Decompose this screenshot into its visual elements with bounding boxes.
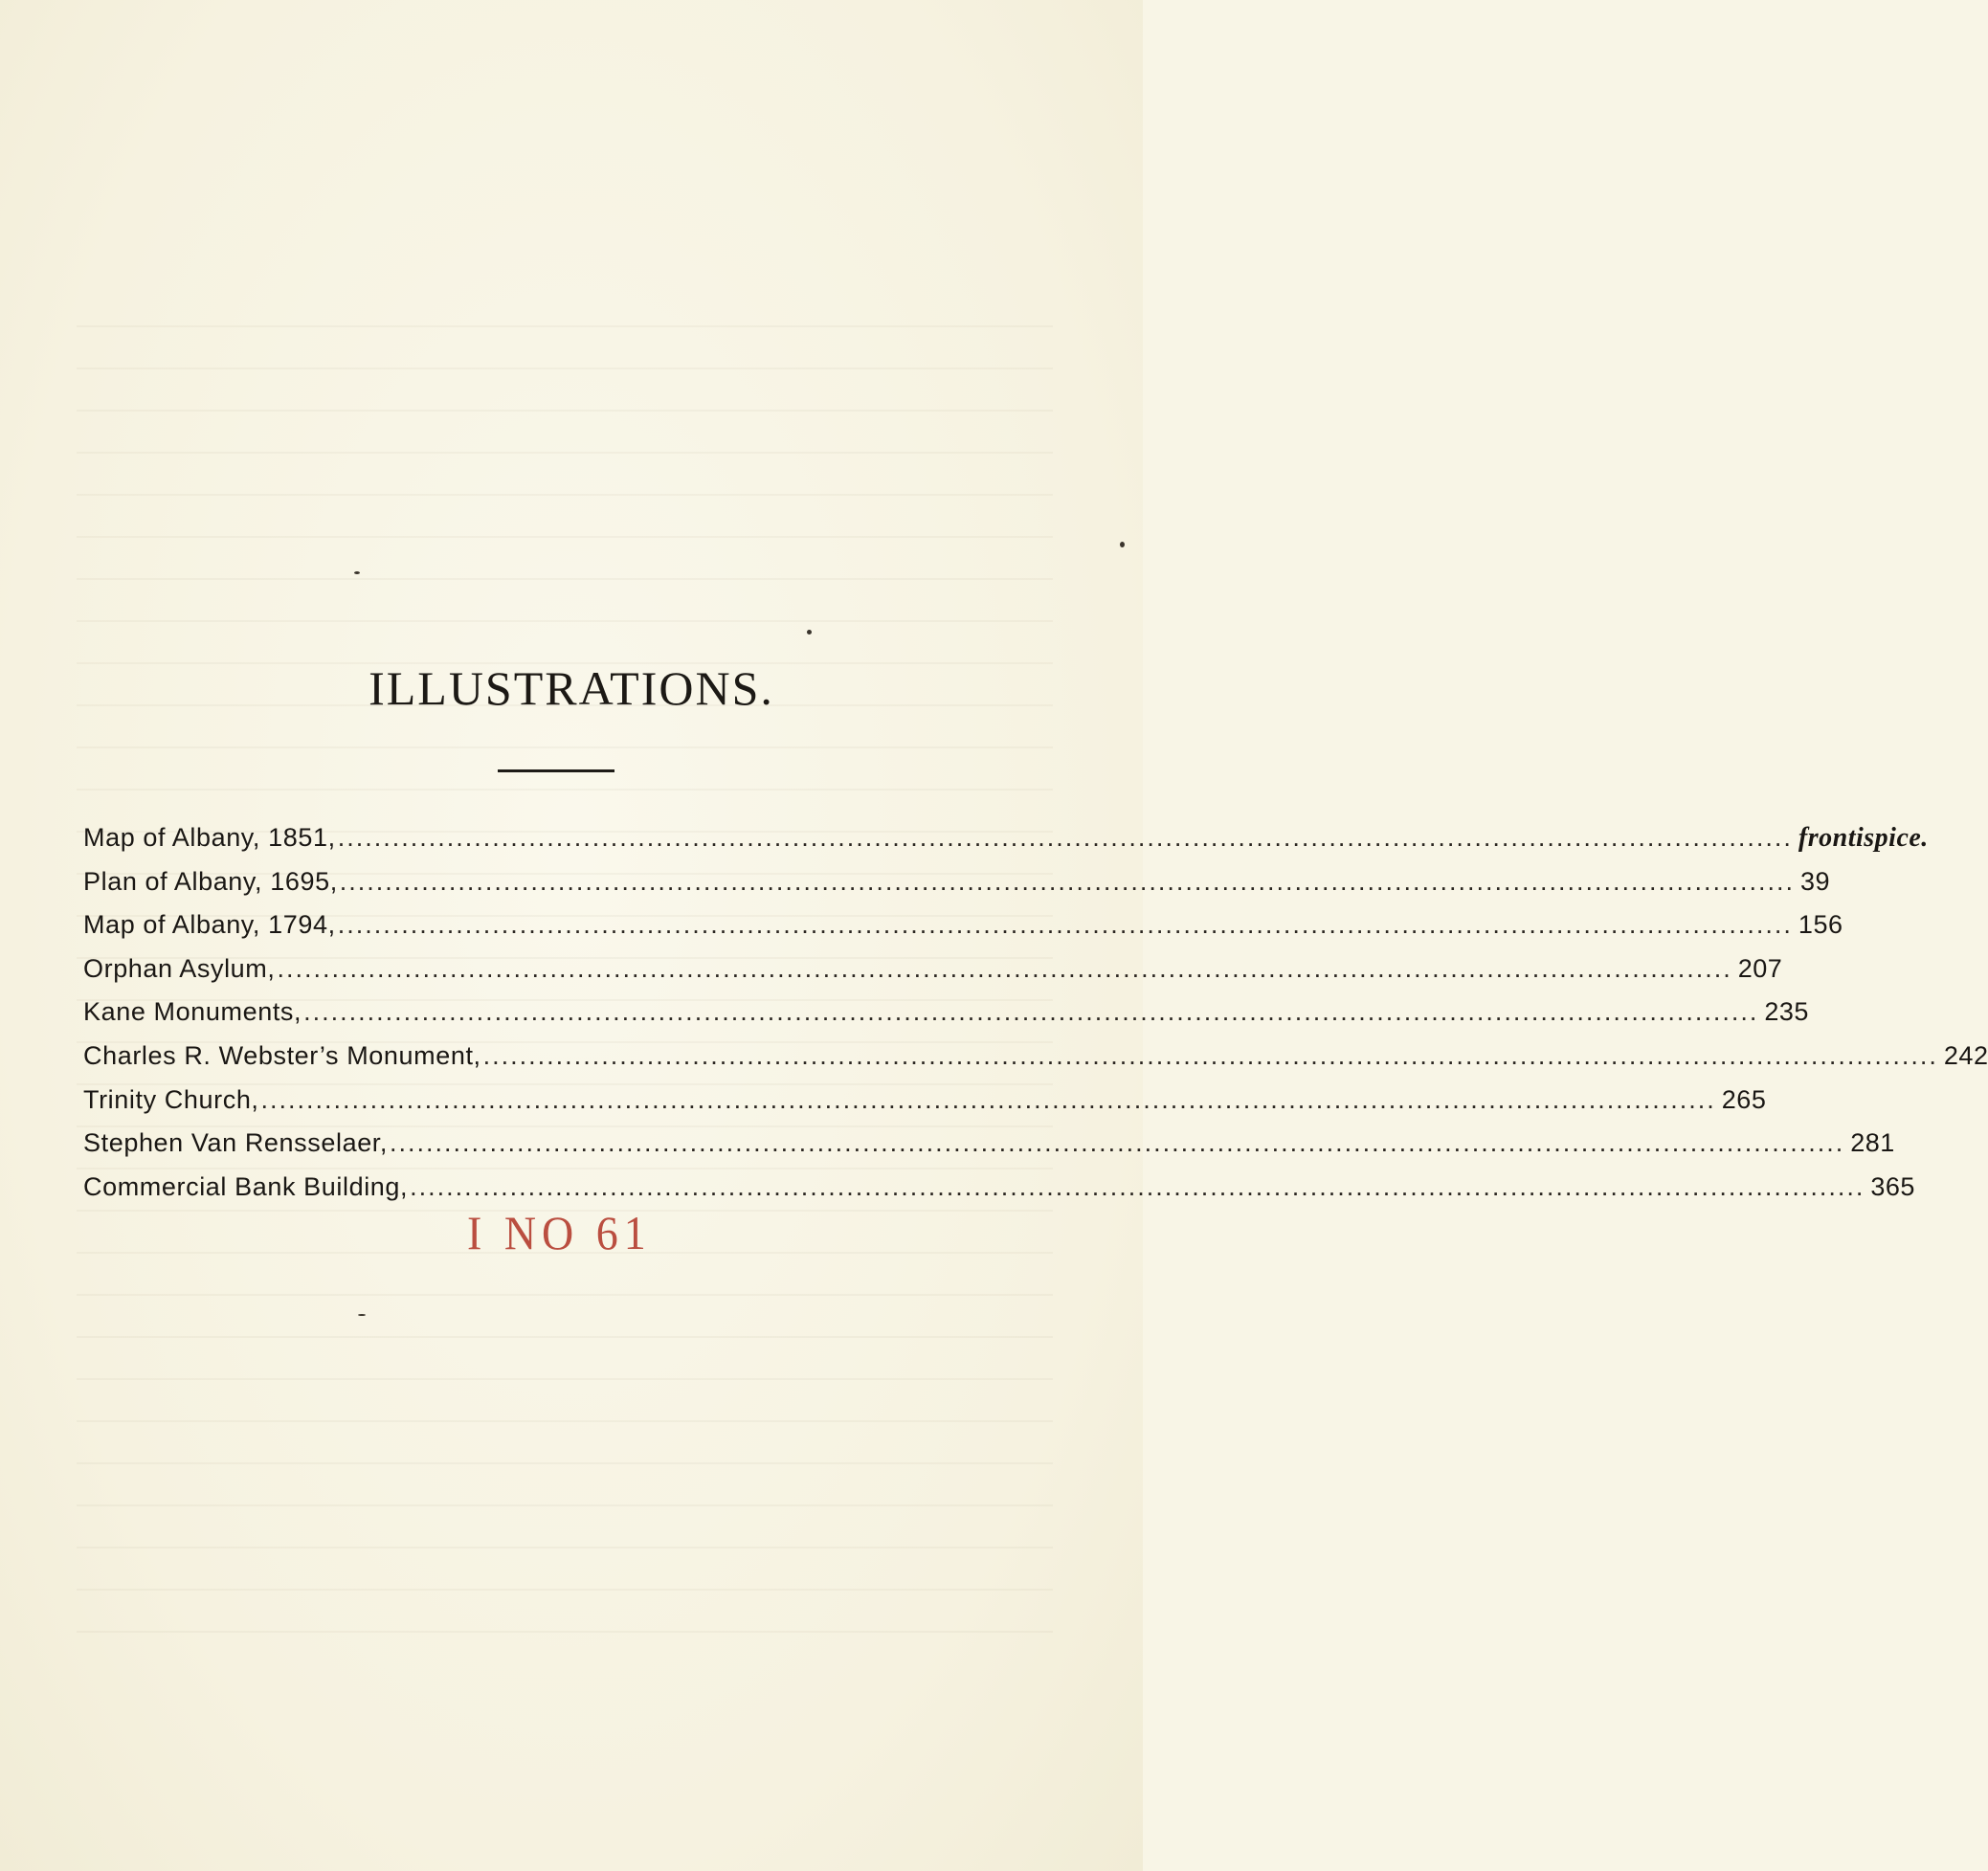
page-number: 365: [1870, 1171, 1915, 1201]
page-number: 281: [1850, 1128, 1895, 1158]
page-number: 39: [1800, 866, 1831, 896]
list-item: [83, 947, 1783, 991]
list-item: [83, 903, 1843, 947]
entry-title: Charles R. Webster’s Monument,: [83, 1040, 481, 1070]
ink-speck: [807, 630, 812, 635]
library-stamp: I NO 61: [467, 1206, 652, 1260]
entry-title: Orphan Asylum,: [83, 953, 276, 983]
entry-title: Stephen Van Rensselaer,: [83, 1128, 389, 1158]
page-number: 207: [1737, 953, 1783, 983]
page-number: 235: [1764, 997, 1809, 1027]
dot-leader: ................................................................................................................................................................: [337, 823, 1793, 852]
ink-speck: [354, 571, 360, 574]
list-item: [83, 1166, 1915, 1210]
list-item: [83, 991, 1809, 1035]
ink-speck: [358, 1314, 366, 1316]
dot-leader: ................................................................................................................................................................: [303, 997, 1759, 1027]
page-number: 265: [1721, 1084, 1767, 1114]
list-item: [83, 1079, 1767, 1123]
dot-leader: ................................................................................................................................................................: [277, 953, 1732, 983]
dot-leader: ................................................................................................................................................................: [339, 866, 1796, 896]
page-number: 156: [1798, 910, 1843, 940]
list-item: [83, 816, 1929, 860]
page-number: frontispice.: [1798, 823, 1929, 853]
dot-leader: ................................................................................................................................................................: [390, 1128, 1845, 1158]
page-title: ILLUSTRATIONS.: [369, 661, 774, 715]
ink-speck: [1120, 542, 1125, 547]
title-rule: [498, 769, 614, 772]
dot-leader: ................................................................................................................................................................: [410, 1171, 1865, 1201]
entry-title: Plan of Albany, 1695,: [83, 866, 338, 896]
list-item: [83, 860, 1831, 904]
entry-title: Map of Albany, 1794,: [83, 910, 336, 940]
list-item: [83, 1035, 1988, 1079]
entry-title: Commercial Bank Building,: [83, 1171, 409, 1201]
list-item: [83, 1122, 1895, 1166]
illustrations-list: [83, 816, 1988, 1209]
dot-leader: ................................................................................................................................................................: [482, 1040, 1938, 1070]
dot-leader: ................................................................................................................................................................: [260, 1084, 1716, 1114]
entry-title: Kane Monuments,: [83, 997, 302, 1027]
dot-leader: ................................................................................................................................................................: [337, 910, 1793, 940]
page-number: 242: [1943, 1040, 1988, 1070]
entry-title: Map of Albany, 1851,: [83, 823, 336, 852]
entry-title: Trinity Church,: [83, 1084, 259, 1114]
